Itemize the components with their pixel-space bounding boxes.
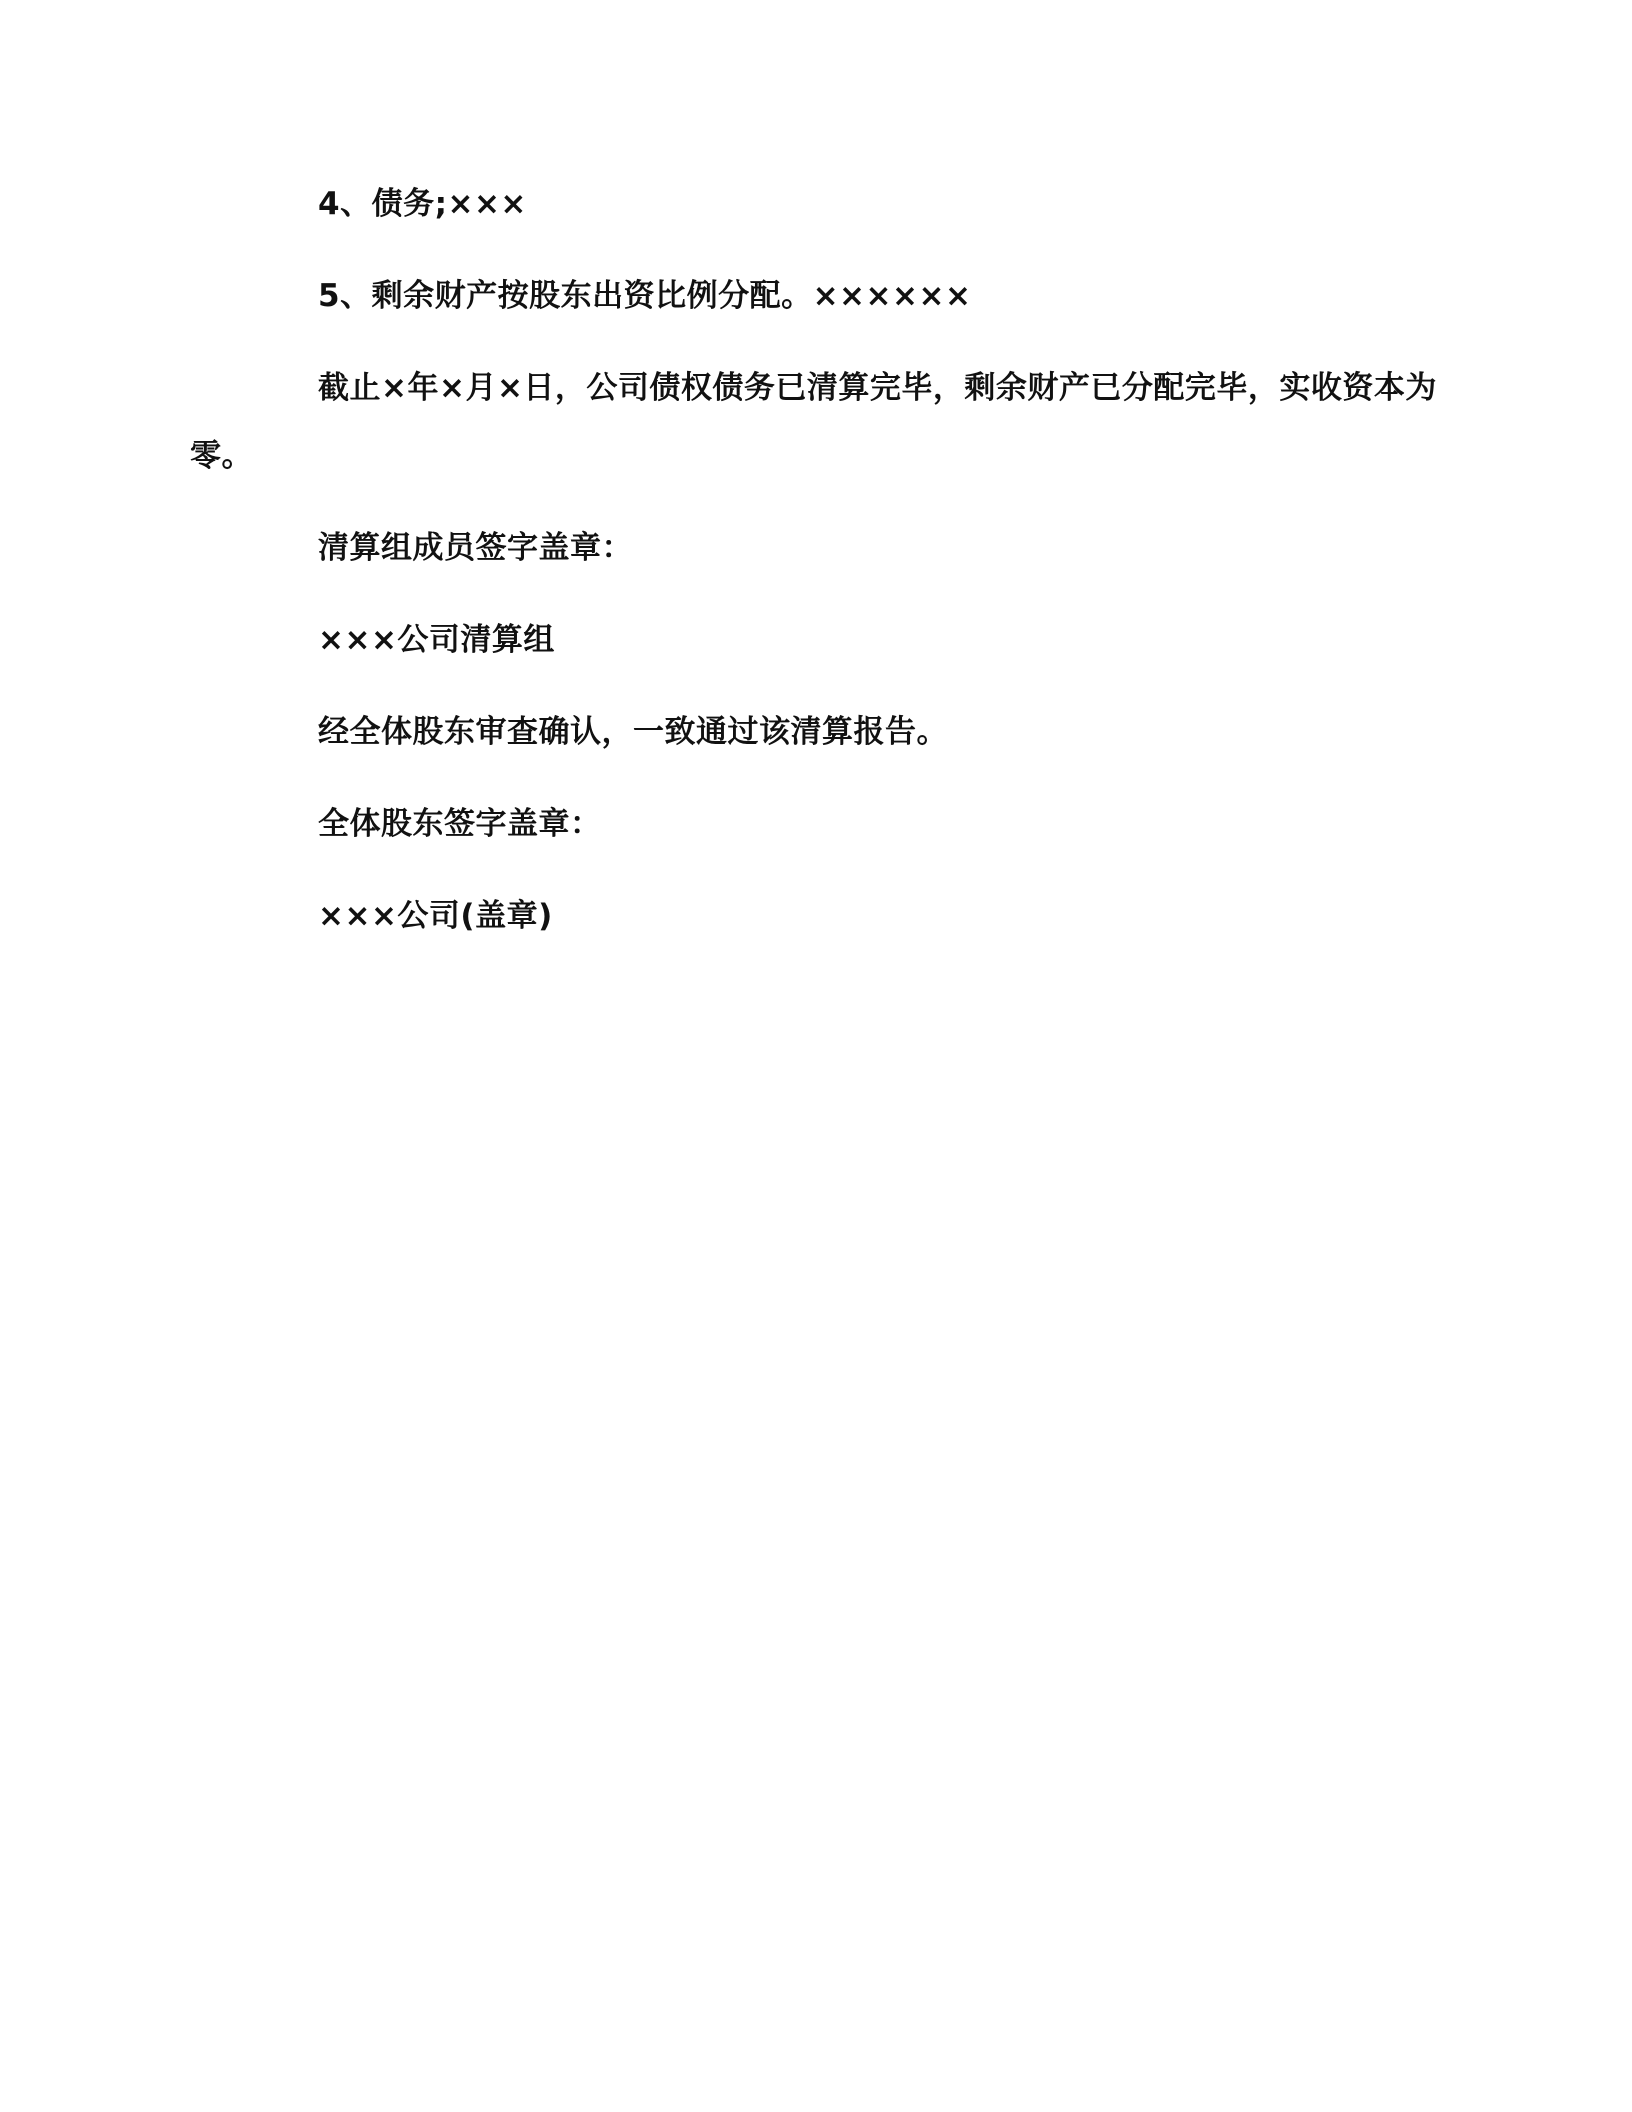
paragraph-shareholder-confirmation: 经全体股东审查确认，一致通过该清算报告。 [318, 714, 948, 750]
paragraph-remaining-assets: 5、剩余财产按股东出资比例分配。×××××× [318, 278, 972, 314]
paragraph-company-seal: ×××公司(盖章) [318, 898, 553, 934]
paragraph-shareholder-signature: 全体股东签字盖章： [318, 806, 602, 842]
paragraph-debts: 4、债务;××× [318, 186, 527, 222]
paragraph-liquidation-group: ×××公司清算组 [318, 622, 555, 658]
paragraph-settlement-status: 截止×年×月×日，公司债权债务已清算完毕，剩余财产已分配完毕，实收资本为零。 [190, 370, 1437, 474]
document-body [190, 186, 1450, 990]
paragraph-liquidation-signature: 清算组成员签字盖章： [318, 530, 633, 566]
